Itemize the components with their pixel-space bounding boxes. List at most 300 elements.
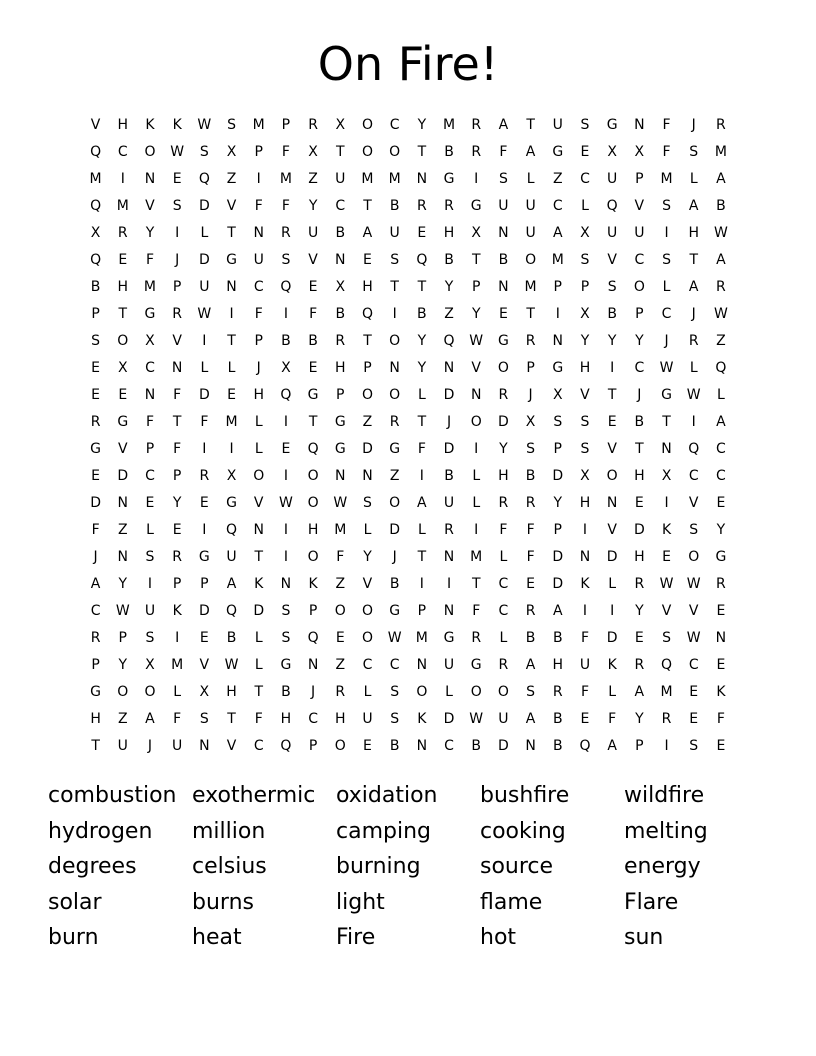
grid-letter: I [610, 359, 615, 376]
grid-letter: D [443, 386, 455, 403]
grid-letter: R [716, 278, 726, 295]
grid-letter: G [226, 494, 237, 511]
grid-letter: S [363, 494, 372, 511]
grid-letter: T [689, 251, 698, 268]
grid-letter: X [580, 305, 590, 322]
grid-letter: T [227, 224, 236, 241]
grid-letter: H [335, 710, 346, 727]
grid-letter: M [415, 629, 428, 646]
grid-letter: L [254, 629, 263, 646]
grid-letter: R [716, 575, 726, 592]
grid-letter: R [335, 683, 346, 700]
grid-row [82, 435, 735, 462]
grid-letter: Y [118, 575, 128, 592]
grid-letter: S [689, 143, 699, 160]
grid-letter: E [199, 629, 209, 646]
grid-letter: D [552, 467, 564, 484]
grid-letter: K [254, 575, 264, 592]
grid-letter: F [472, 602, 481, 619]
grid-letter: L [445, 683, 453, 700]
grid-letter: N [253, 224, 264, 241]
grid-letter: O [688, 548, 700, 565]
grid-letter: U [498, 197, 509, 214]
grid-row [82, 192, 735, 219]
grid-letter: S [199, 710, 209, 727]
grid-row [82, 246, 735, 273]
grid-letter: L [472, 494, 481, 511]
grid-letter: L [608, 575, 617, 592]
grid-letter: K [172, 602, 182, 619]
grid-letter: B [444, 251, 454, 268]
grid-letter: E [91, 467, 101, 484]
grid-letter: X [281, 359, 291, 376]
grid-letter: K [417, 710, 427, 727]
grid-row [82, 705, 735, 732]
grid-letter: R [498, 656, 509, 673]
grid-letter: V [226, 737, 237, 754]
grid-letter: E [227, 386, 236, 403]
grid-letter: F [173, 440, 182, 457]
grid-letter: W [333, 494, 348, 511]
grid-letter: H [634, 548, 645, 565]
grid-letter: W [170, 143, 185, 160]
grid-letter: N [552, 332, 564, 349]
grid-letter: X [634, 143, 645, 160]
grid-letter: W [224, 656, 239, 673]
grid-letter: D [253, 602, 265, 619]
grid-letter: F [608, 710, 617, 727]
grid-letter: O [334, 602, 346, 619]
grid-letter: J [446, 413, 452, 430]
grid-letter: S [172, 197, 182, 214]
grid-letter: S [281, 602, 291, 619]
grid-letter: Y [635, 710, 644, 727]
word-list-item: degrees [48, 854, 137, 879]
grid-letter: L [200, 224, 209, 241]
grid-letter: E [716, 656, 726, 673]
grid-letter: R [552, 683, 563, 700]
grid-letter: G [552, 359, 564, 376]
grid-letter: A [552, 602, 563, 619]
grid-letter: L [499, 548, 508, 565]
grid-row [82, 651, 735, 678]
grid-letter: X [607, 143, 617, 160]
grid-letter: X [552, 386, 563, 403]
grid-letter: R [634, 575, 645, 592]
grid-letter: M [714, 143, 727, 160]
grid-letter: V [308, 251, 318, 268]
grid-letter: U [117, 737, 128, 754]
grid-letter: W [713, 224, 728, 241]
grid-letter: E [363, 737, 372, 754]
grid-letter: R [525, 602, 536, 619]
grid-letter: H [498, 467, 509, 484]
grid-letter: W [686, 629, 701, 646]
grid-letter: I [419, 575, 424, 592]
grid-letter: R [471, 629, 482, 646]
grid-letter: W [686, 575, 701, 592]
grid-letter: J [147, 737, 153, 754]
grid-letter: M [660, 170, 673, 187]
grid-letter: H [443, 224, 455, 241]
grid-letter: Q [280, 278, 292, 295]
grid-letter: B [417, 305, 427, 322]
grid-letter: G [280, 656, 292, 673]
grid-letter: W [387, 629, 402, 646]
grid-row [82, 273, 735, 300]
grid-letter: O [389, 332, 401, 349]
grid-letter: H [226, 683, 237, 700]
grid-letter: E [363, 251, 372, 268]
grid-letter: I [555, 305, 560, 322]
grid-letter: L [499, 629, 508, 646]
grid-letter: H [253, 386, 264, 403]
grid-letter: R [90, 413, 101, 430]
grid-letter: Q [416, 251, 428, 268]
grid-letter: Q [226, 602, 238, 619]
grid-letter: E [689, 683, 699, 700]
grid-letter: X [335, 116, 346, 133]
grid-letter: P [363, 359, 372, 376]
grid-row [82, 597, 735, 624]
grid-letter: E [689, 710, 699, 727]
grid-letter: L [227, 359, 236, 376]
grid-letter: J [691, 305, 696, 322]
grid-letter: V [471, 359, 481, 376]
grid-letter: I [664, 494, 669, 511]
grid-letter: P [553, 278, 562, 295]
grid-letter: W [686, 386, 701, 403]
grid-letter: C [580, 170, 590, 187]
grid-letter: G [90, 440, 102, 457]
grid-letter: R [688, 332, 699, 349]
grid-letter: A [688, 278, 699, 295]
grid-letter: G [661, 386, 672, 403]
grid-letter: X [580, 467, 590, 484]
grid-letter: P [417, 602, 427, 619]
grid-letter: H [307, 521, 319, 538]
grid-letter: H [117, 278, 129, 295]
grid-letter: C [444, 737, 454, 754]
grid-letter: U [552, 116, 563, 133]
grid-letter: P [336, 386, 345, 403]
grid-letter: S [390, 710, 400, 727]
grid-letter: P [172, 467, 182, 484]
grid-letter: C [716, 440, 726, 457]
grid-letter: N [280, 575, 292, 592]
grid-letter: S [91, 332, 101, 349]
grid-letter: W [469, 710, 484, 727]
word-search-grid [82, 111, 735, 759]
grid-letter: F [662, 143, 671, 160]
grid-letter: I [582, 521, 588, 538]
grid-letter: M [334, 521, 347, 538]
grid-letter: P [91, 305, 100, 322]
grid-letter: A [525, 656, 536, 673]
grid-letter: Q [90, 197, 102, 214]
grid-letter: P [172, 278, 182, 295]
grid-letter: L [662, 278, 671, 295]
grid-row [82, 624, 735, 651]
grid-letter: B [525, 629, 536, 646]
grid-letter: W [278, 494, 293, 511]
grid-letter: P [145, 440, 155, 457]
grid-letter: F [281, 197, 290, 214]
grid-letter: C [498, 575, 509, 592]
grid-letter: N [307, 656, 319, 673]
grid-letter: I [120, 170, 125, 187]
grid-letter: F [662, 116, 671, 133]
grid-letter: H [280, 710, 292, 727]
grid-letter: C [634, 359, 645, 376]
word-list-item: camping [336, 818, 431, 844]
grid-letter: J [256, 359, 261, 376]
grid-letter: X [580, 224, 590, 241]
grid-letter: L [173, 683, 182, 700]
grid-letter: W [713, 305, 728, 322]
grid-letter: Z [335, 575, 346, 592]
grid-letter: D [198, 386, 210, 403]
grid-letter: N [416, 170, 428, 187]
grid-letter: C [253, 737, 264, 754]
grid-letter: E [308, 278, 318, 295]
grid-letter: S [580, 251, 590, 268]
grid-letter: B [498, 251, 509, 268]
grid-letter: D [606, 548, 618, 565]
grid-letter: W [115, 602, 130, 619]
grid-letter: C [90, 602, 101, 619]
grid-letter: R [525, 332, 536, 349]
grid-letter: M [171, 656, 184, 673]
grid-letter: L [581, 197, 589, 214]
grid-letter: O [307, 548, 319, 565]
grid-letter: U [253, 251, 264, 268]
grid-letter: I [664, 224, 669, 241]
grid-row [82, 570, 735, 597]
word-list-item: hydrogen [48, 818, 153, 844]
grid-letter: C [335, 197, 346, 214]
grid-letter: G [90, 683, 102, 700]
grid-letter: H [552, 656, 564, 673]
grid-letter: E [417, 224, 427, 241]
grid-letter: G [334, 440, 346, 457]
grid-letter: E [716, 494, 726, 511]
grid-letter: O [361, 602, 373, 619]
grid-letter: S [390, 251, 400, 268]
grid-letter: N [117, 548, 129, 565]
grid-letter: E [580, 143, 590, 160]
grid-letter: P [635, 737, 644, 754]
word-list-item: hot [480, 925, 517, 950]
grid-letter: R [308, 116, 318, 133]
grid-letter: L [608, 683, 617, 700]
grid-letter: S [689, 737, 699, 754]
grid-letter: V [607, 440, 617, 457]
grid-letter: U [634, 224, 645, 241]
grid-letter: T [662, 413, 671, 430]
grid-letter: R [471, 143, 482, 160]
grid-letter: W [659, 575, 674, 592]
grid-letter: O [361, 629, 373, 646]
grid-letter: U [335, 170, 346, 187]
grid-letter: I [283, 305, 288, 322]
grid-letter: E [118, 251, 128, 268]
grid-letter: N [661, 440, 672, 457]
grid-letter: U [579, 656, 591, 673]
grid-letter: G [606, 116, 618, 133]
grid-letter: X [145, 332, 155, 349]
grid-letter: G [552, 143, 564, 160]
grid-letter: Y [308, 197, 318, 214]
grid-letter: E [498, 305, 508, 322]
grid-letter: V [362, 575, 373, 592]
grid-letter: N [144, 170, 156, 187]
grid-letter: R [634, 656, 645, 673]
word-list-item: exothermic [192, 783, 316, 808]
grid-letter: G [497, 332, 509, 349]
grid-letter: Y [417, 359, 427, 376]
grid-letter: T [172, 413, 182, 430]
grid-letter: U [607, 170, 618, 187]
grid-letter: F [281, 143, 290, 160]
grid-letter: N [443, 602, 455, 619]
grid-letter: B [389, 737, 400, 754]
grid-letter: K [145, 116, 155, 133]
grid-letter: F [200, 413, 209, 430]
grid-letter: H [117, 116, 129, 133]
grid-letter: X [117, 359, 128, 376]
grid-letter: V [253, 494, 264, 511]
grid-row [82, 462, 735, 489]
grid-letter: O [307, 467, 319, 484]
grid-letter: B [444, 467, 454, 484]
grid-letter: Q [661, 656, 673, 673]
grid-letter: M [143, 278, 157, 295]
grid-letter: M [361, 170, 374, 187]
grid-letter: S [390, 683, 400, 700]
grid-letter: A [362, 224, 373, 241]
grid-letter: T [91, 737, 100, 754]
grid-letter: J [93, 548, 98, 565]
grid-letter: Y [635, 332, 644, 349]
grid-letter: D [117, 467, 129, 484]
grid-letter: A [417, 494, 427, 511]
grid-letter: L [689, 170, 698, 187]
grid-letter: S [662, 197, 671, 214]
grid-letter: F [173, 710, 182, 727]
grid-letter: P [635, 305, 644, 322]
grid-letter: J [175, 251, 180, 268]
grid-letter: B [552, 629, 563, 646]
grid-row [82, 300, 735, 327]
grid-letter: D [362, 440, 373, 457]
grid-letter: O [606, 467, 618, 484]
grid-letter: Q [198, 170, 210, 187]
grid-letter: H [634, 467, 645, 484]
grid-letter: I [392, 305, 397, 322]
grid-letter: Z [117, 710, 128, 727]
grid-letter: J [311, 683, 316, 700]
grid-letter: E [118, 386, 128, 403]
grid-letter: M [388, 170, 401, 187]
grid-letter: S [662, 629, 671, 646]
grid-letter: O [525, 251, 537, 268]
grid-letter: S [526, 683, 536, 700]
grid-letter: F [499, 521, 508, 538]
grid-letter: C [498, 602, 509, 619]
grid-letter: S [145, 629, 155, 646]
grid-letter: V [607, 251, 617, 268]
grid-letter: O [117, 683, 129, 700]
grid-letter: I [474, 170, 479, 187]
grid-letter: F [91, 521, 100, 538]
word-list-item: solar [48, 889, 102, 915]
grid-letter: O [497, 359, 509, 376]
grid-letter: E [91, 359, 101, 376]
grid-letter: I [147, 575, 153, 592]
grid-letter: V [90, 116, 101, 133]
grid-letter: C [688, 656, 699, 673]
page-title: On Fire! [317, 37, 499, 91]
grid-letter: L [254, 413, 263, 430]
grid-letter: F [417, 440, 426, 457]
grid-letter: Q [226, 521, 238, 538]
grid-letter: B [552, 737, 563, 754]
grid-row [82, 678, 735, 705]
grid-letter: H [579, 359, 591, 376]
grid-letter: A [716, 251, 726, 268]
grid-letter: Q [307, 440, 319, 457]
grid-letter: F [499, 143, 508, 160]
grid-letter: N [335, 251, 346, 268]
grid-letter: T [417, 143, 427, 160]
grid-letter: B [226, 629, 237, 646]
grid-letter: G [307, 386, 319, 403]
grid-letter: N [715, 629, 727, 646]
grid-letter: T [227, 332, 236, 349]
grid-letter: Q [280, 386, 292, 403]
grid-letter: U [307, 224, 319, 241]
grid-letter: Y [580, 332, 590, 349]
grid-letter: K [607, 656, 617, 673]
grid-letter: N [416, 656, 428, 673]
grid-letter: S [498, 170, 508, 187]
grid-letter: N [389, 359, 400, 376]
grid-letter: F [580, 629, 589, 646]
word-list-item: light [336, 889, 385, 915]
grid-letter: E [281, 440, 291, 457]
grid-letter: P [526, 359, 535, 376]
grid-letter: I [419, 467, 424, 484]
grid-letter: X [525, 413, 536, 430]
grid-letter: Y [417, 116, 427, 133]
grid-letter: R [444, 521, 454, 538]
grid-letter: X [471, 224, 482, 241]
grid-letter: R [90, 629, 101, 646]
grid-letter: J [664, 332, 669, 349]
grid-letter: E [335, 629, 345, 646]
word-list-item: Fire [336, 925, 376, 950]
grid-letter: Q [579, 737, 591, 754]
grid-letter: X [308, 143, 318, 160]
grid-letter: N [525, 737, 536, 754]
grid-letter: I [175, 224, 180, 241]
grid-letter: S [199, 143, 209, 160]
grid-letter: N [335, 467, 346, 484]
grid-letter: V [199, 656, 210, 673]
grid-letter: T [363, 197, 372, 214]
grid-letter: Z [389, 467, 400, 484]
